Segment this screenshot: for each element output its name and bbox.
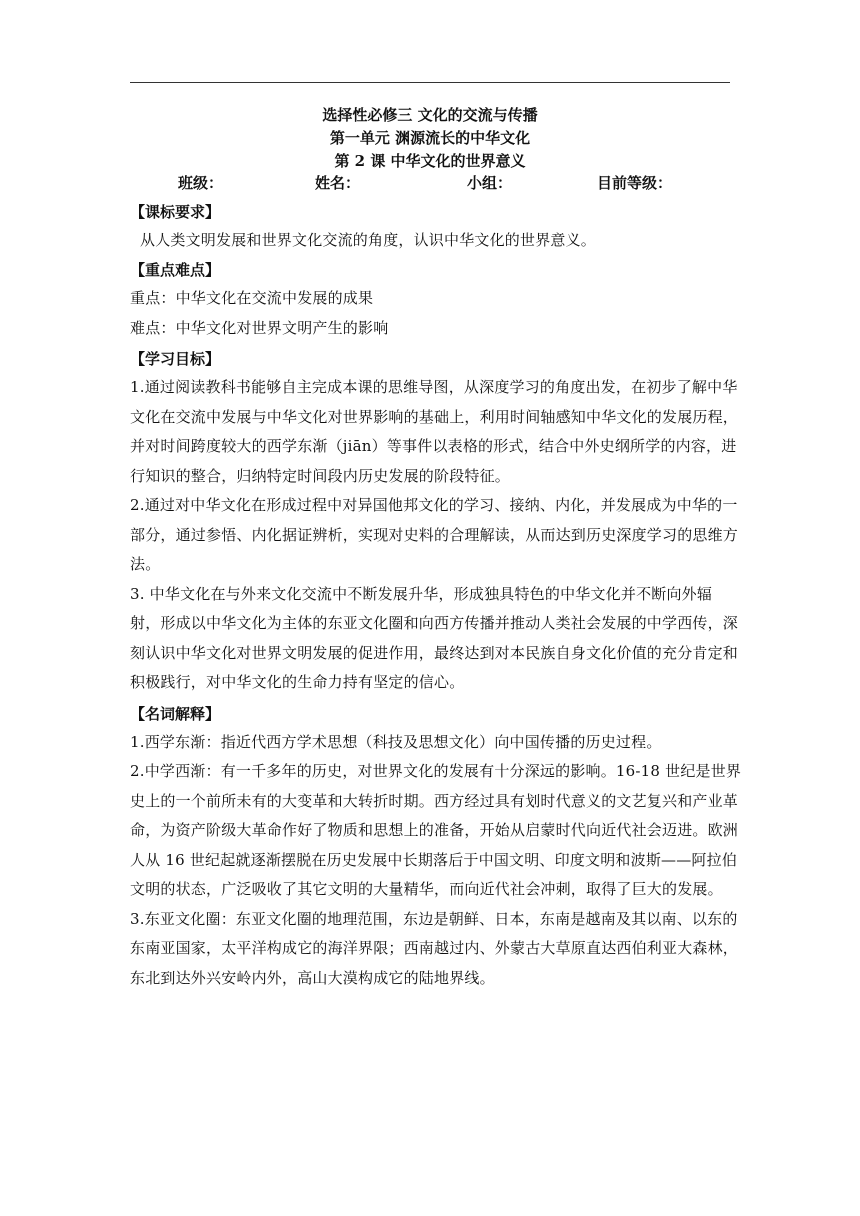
glossary-heading: 【名词解释】 [130, 704, 221, 723]
class-label: 班级： [178, 174, 224, 192]
standards-text: 从人类文明发展和世界文化交流的角度，认识中华文化的世界意义。 [140, 231, 597, 249]
objective-item: 1.通过阅读教科书能够自主完成本课的思维导图，从深度学习的角度出发，在初步了解中华文化在交流中发展与中华文化对世界影响的基础上，利用时间轴感知中华文化的发展历程，并对时间跨度较大的西学东渐（jiān）等事件以表格的形式，结合中外史纲所学的内容，进行知识的整合，归纳特定时间段内历史发展的阶段特征。 [130, 378, 739, 485]
student-info-row [130, 172, 730, 196]
key-point-text: 重点：中华文化在交流中发展的成果 [130, 289, 374, 307]
header-rule [130, 82, 730, 83]
difficult-point-text: 难点：中华文化对世界文明产生的影响 [130, 318, 389, 337]
glossary-item: 3.东亚文化圈：东亚文化圈的地理范围，东边是朝鲜、日本，东南是越南及其以南、以东的东南亚国家，太平洋构成它的海洋界限；西南越过内、外蒙古大草原直达西伯利亚大森林，东北到达外兴安岭内外，高山大漠构成它的陆地界线。 [130, 909, 739, 987]
level-label: 目前等级： [597, 174, 673, 192]
name-label: 姓名： [315, 174, 361, 192]
course-title: 选择性必修三 文化的交流与传播 [322, 106, 538, 124]
objective-item: 3. 中华文化在与外来文化交流中不断发展升华，形成独具特色的中华文化并不断向外辐射，形成以中华文化为主体的东亚文化圈和向西方传播并推动人类社会发展的中学西传，深刻认识中华文化对世界文明发展的促进作用，最终达到对本民族自身文化价值的充分肯定和积极践行，对中华文化的生命力持有坚定的信心。 [130, 584, 739, 691]
glossary-item: 2.中学西渐：有一千多年的历史，对世界文化的发展有十分深远的影响。16-18 世纪是世界史上的一个前所未有的大变革和大转折时期。西方经过具有划时代意义的文艺复兴和产业革命，为资产阶级大革命作好了物质和思想上的准备，开始从启蒙时代向近代社会迈进。欧洲人从 16 世纪起就逐渐摆脱在历史发展中长期落后于中国文明、印度文明和波斯——阿拉伯文明的状态，广泛吸收了其它文明的大量精华，而向近代社会冲刺，取得了巨大的发展。 [130, 762, 742, 898]
unit-title: 第一单元 渊源流长的中华文化 [329, 129, 531, 147]
title-block [130, 104, 730, 173]
lesson-title: 第 2 课 中华文化的世界意义 [334, 152, 526, 170]
group-label: 小组： [467, 174, 513, 192]
glossary-item: 1.西学东渐：指近代西方学术思想（科技及思想文化）向中国传播的历史过程。 [130, 732, 662, 751]
objectives-heading: 【学习目标】 [130, 350, 221, 368]
key-points-heading: 【重点难点】 [130, 261, 221, 279]
objective-item: 2.通过对中华文化在形成过程中对异国他邦文化的学习、接纳、内化，并发展成为中华的一部分，通过参悟、内化据证辨析，实现对史料的合理解读，从而达到历史深度学习的思维方法。 [130, 496, 739, 573]
document-body [130, 198, 742, 993]
standards-heading: 【课标要求】 [130, 203, 221, 221]
